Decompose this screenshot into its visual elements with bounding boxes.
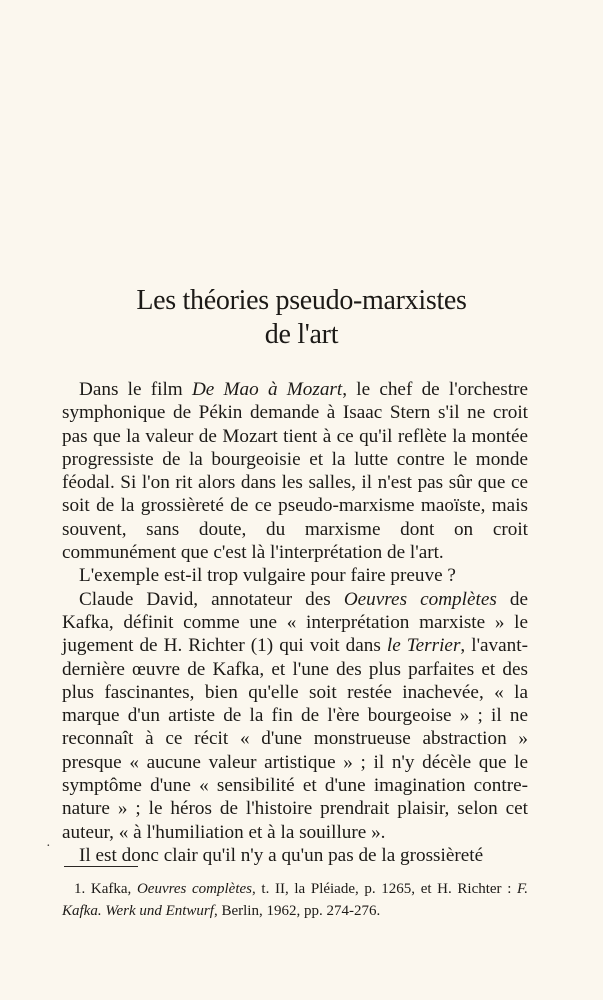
paragraph-3-text-a: Claude David, annotateur des xyxy=(79,588,344,610)
paragraph-3 xyxy=(62,588,528,844)
paragraph-1 xyxy=(62,378,528,564)
footnote-text-a: 1. Kafka, xyxy=(74,881,137,897)
terrier-title: le Terrier xyxy=(386,635,461,657)
film-title: De Mao à Mozart xyxy=(191,379,343,400)
body-text xyxy=(62,378,528,867)
footnote-work-1: Oeuvres complètes xyxy=(136,881,253,897)
footnote-text-b: , t. II, la Pléiade, p. 1265, et H. Richter : xyxy=(252,881,518,897)
paragraph-1-text-b: , le chef de l'orchestre symphonique de Pékin demande à Isaac Stern s'il ne croit pas que la valeur de Mozart tient à ce qu'il reflète la montée progressiste de la bourgeoisie et la lutte contre le monde féodal. Si l'on rit alors dans les salles, il n'est pas sûr que ce soit de la grossièreté de ce pseudo-marxisme maoïste, mais souvent, sans doute, du marxisme dont on croit communément que c'est là l'interprétation de l'art. xyxy=(62,379,529,564)
chapter-title-line-1: Les théories pseudo-marxistes xyxy=(136,285,467,316)
paragraph-3-text-c: , l'avant-dernière œuvre de Kafka, et l'une des plus parfaites et des plus fascinantes, bien qu'elle soit restée inachevée, « la marque d'un artiste de la fin de l'ère bourgeoise » ; il ne reconnaît à ce récit « d'une monstrueuse abstraction » presque « aucune valeur artistique » ; il n'y décèle que le symptôme d'une « sensibilité et d'une imagination contre-nature » ; le héros de l'histoire prendrait plaisir, selon cet auteur, « à l'humiliation et à la souillure ». xyxy=(62,635,528,843)
footnote-text-c: , Berlin, 1962, pp. 274-276. xyxy=(213,903,381,919)
paragraph-2: L'exemple est-il trop vulgaire pour faire preuve ? xyxy=(79,565,456,587)
margin-mark: · xyxy=(46,839,51,854)
chapter-title-line-2: de l'art xyxy=(264,319,339,350)
footnote-work-2: F. Kafka. Werk und Entwurf xyxy=(62,881,529,919)
paragraph-1-text-a: Dans le film xyxy=(79,379,192,400)
paragraph-3-text-b: de Kafka, définit comme une « interprétation marxiste » le jugement de H. Richter (1) qui voit dans xyxy=(62,588,528,657)
chapter-title xyxy=(0,284,603,352)
footnote-rule xyxy=(64,866,138,867)
paragraph-4: Il est donc clair qu'il n'y a qu'un pas de la grossièreté xyxy=(79,844,484,866)
footnote xyxy=(62,878,528,922)
work-title: Oeuvres complètes xyxy=(343,588,497,610)
